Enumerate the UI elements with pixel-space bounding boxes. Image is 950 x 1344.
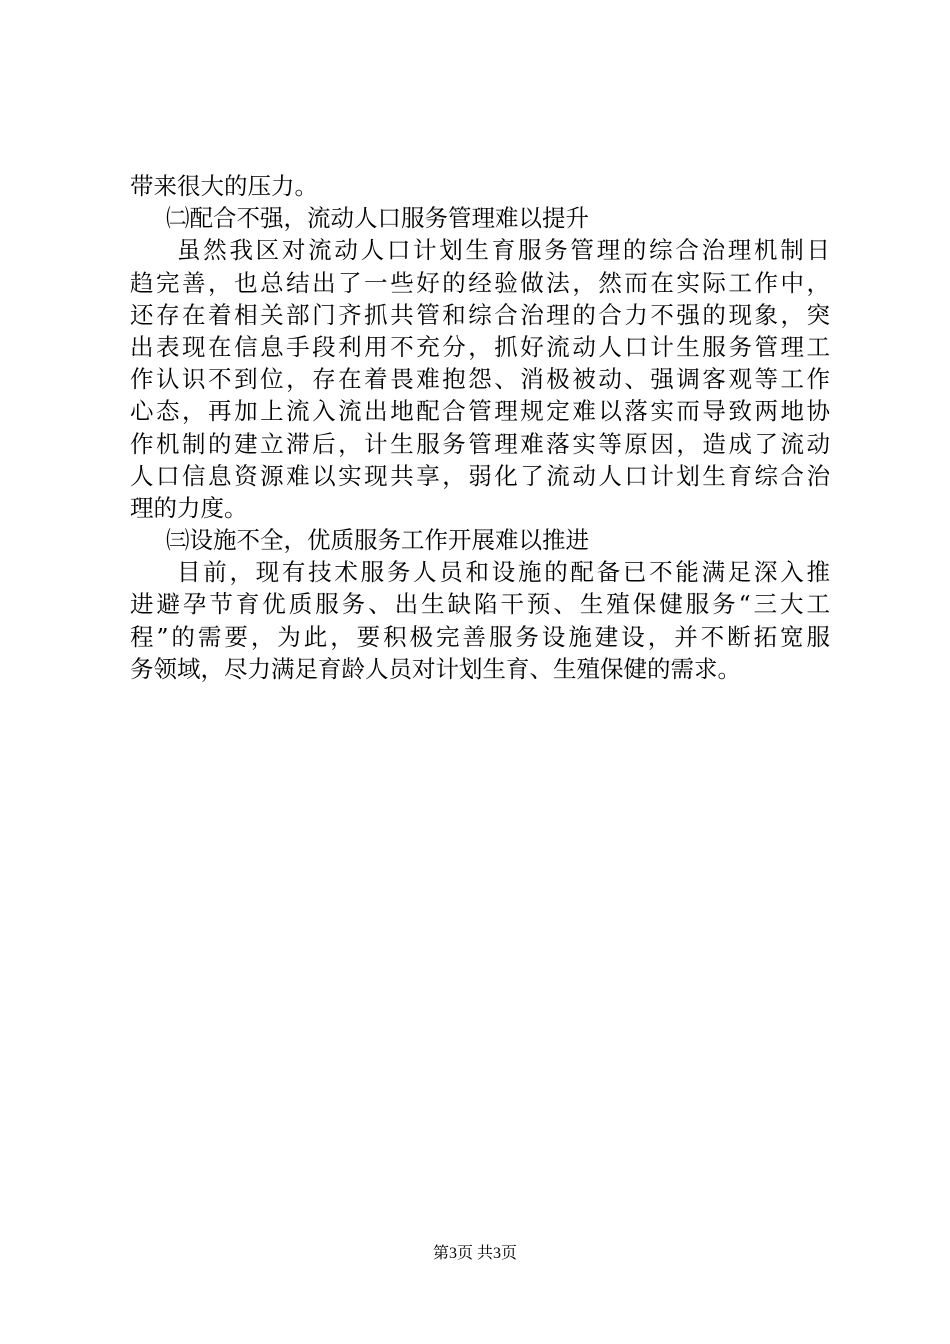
paragraph-line: 作认识不到位，存在着畏难抱怨、消极被动、强调客观等工作 <box>130 365 830 394</box>
paragraph-line: 进避孕节育优质服务、出生缺陷干预、生殖保健服务“三大工 <box>130 590 830 619</box>
paragraph-line: 还存在着相关部门齐抓共管和综合治理的合力不强的现象，突 <box>130 300 830 329</box>
paragraph-line: 趋完善，也总结出了一些好的经验做法，然而在实际工作中， <box>130 268 830 297</box>
section-heading: ㈡配合不强，流动人口服务管理难以提升 <box>166 204 589 233</box>
paragraph-line: 务领域，尽力满足育龄人员对计划生育、生殖保健的需求。 <box>130 654 741 683</box>
paragraph-line: 带来很大的压力。 <box>130 172 318 200</box>
paragraph-line: 目前，现有技术服务人员和设施的配备已不能满足深入推 <box>177 558 830 587</box>
paragraph-line: 心态，再加上流入流出地配合管理规定难以落实而导致两地协 <box>130 397 830 426</box>
document-body <box>130 170 830 685</box>
paragraph-line: 作机制的建立滞后，计生服务管理难落实等原因，造成了流动 <box>130 429 830 458</box>
page-footer <box>0 1243 950 1265</box>
paragraph-line: 理的力度。 <box>130 493 248 522</box>
paragraph-line: 程”的需要，为此，要积极完善服务设施建设，并不断拓宽服 <box>130 622 830 651</box>
paragraph-line: 虽然我区对流动人口计划生育服务管理的综合治理机制日 <box>177 236 830 265</box>
page-number: 第3页 共3页 <box>432 1245 517 1262</box>
paragraph-line: 人口信息资源难以实现共享，弱化了流动人口计划生育综合治 <box>130 461 830 490</box>
paragraph-line: 出表现在信息手段利用不充分，抓好流动人口计生服务管理工 <box>130 332 830 361</box>
section-heading: ㈢设施不全，优质服务工作开展难以推进 <box>166 526 589 555</box>
